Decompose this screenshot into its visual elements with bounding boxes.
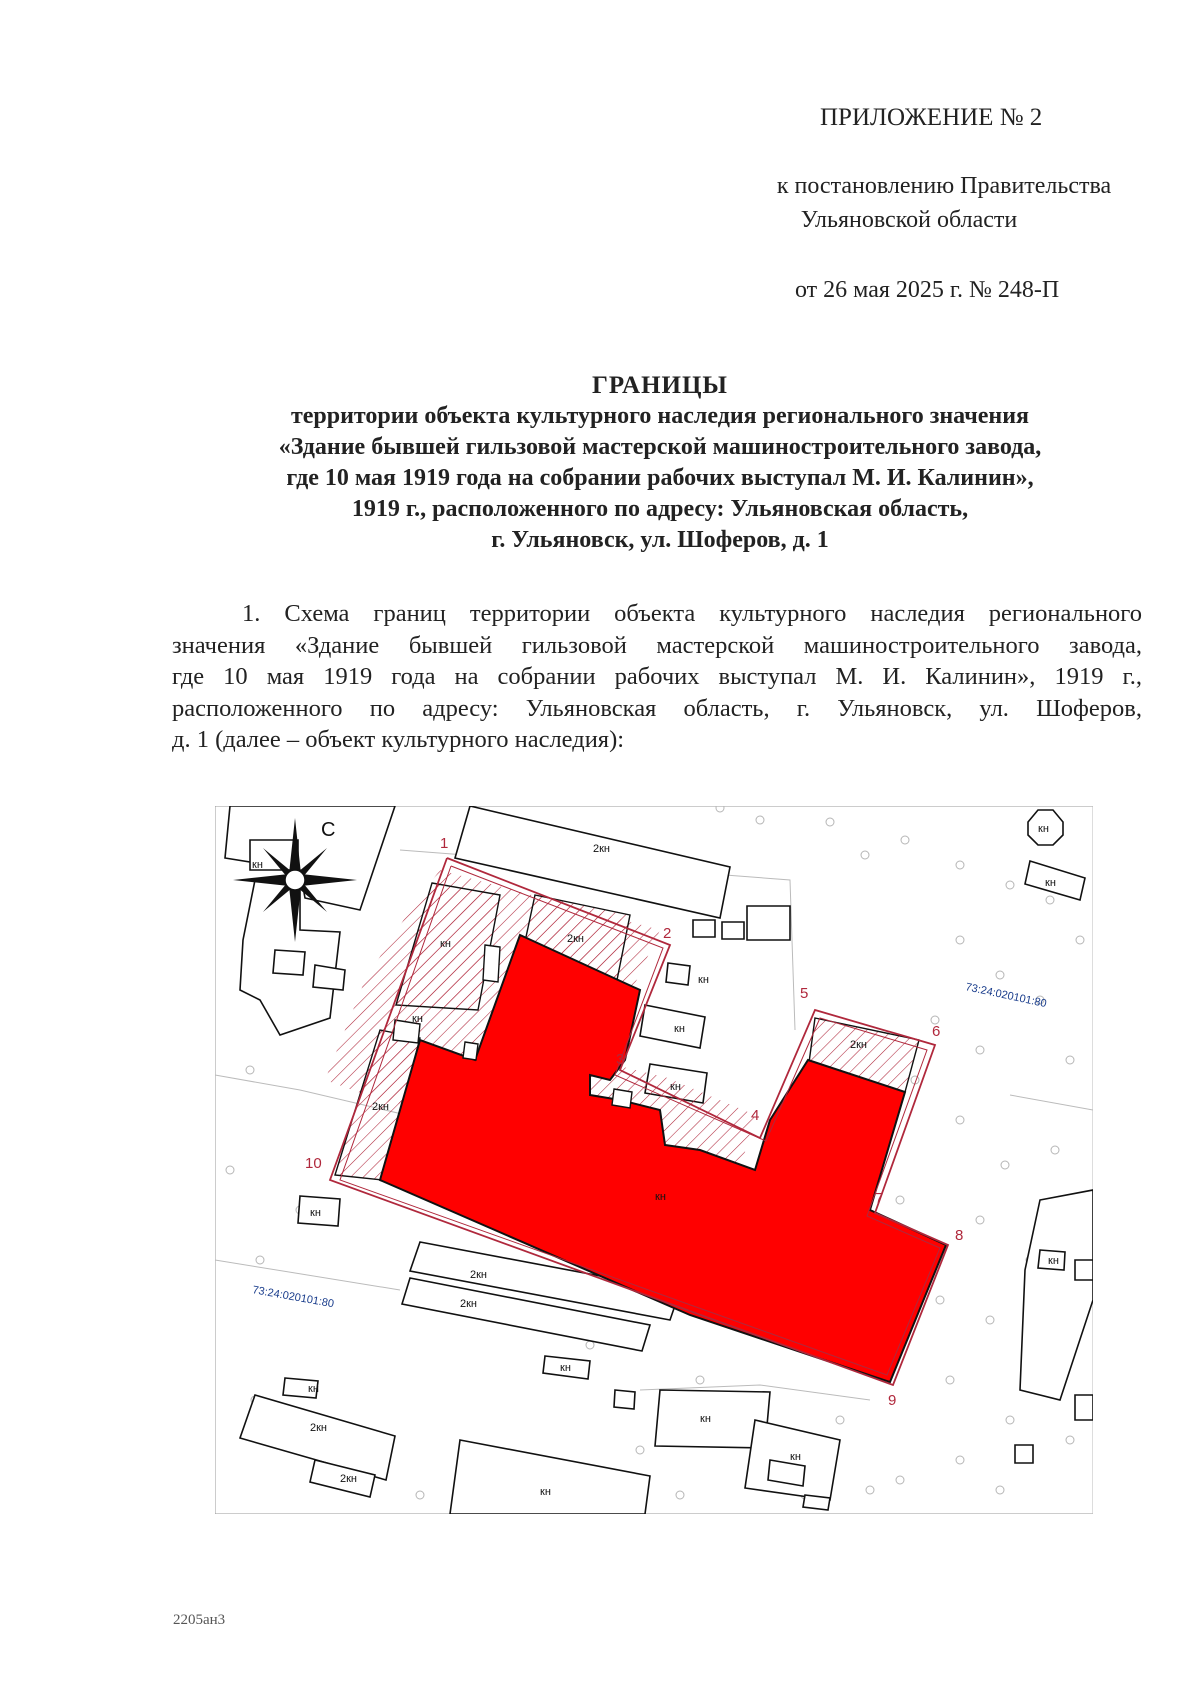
boundary-point-9: 9 [888,1392,897,1409]
building-label: 2кн [850,1039,868,1051]
building-label: кн [655,1191,666,1203]
paragraph-line: д. 1 (далее – объект культурного наследия): [172,726,625,753]
title-line: территории объекта культурного наследия регионального значения [290,403,1030,429]
title-line: 1919 г., расположенного по адресу: Ульяновская область, [351,496,969,522]
title-line: г. Ульяновск, ул. Шоферов, д. 1 [491,527,829,553]
paragraph-line: расположенного по адресу: Ульяновская область, г. Ульяновск, ул. Шоферов, [172,694,1142,722]
map-svg [215,806,1093,1514]
cadastral-number: 73:24:020101:80 [964,981,1048,1011]
building-label: кн [1038,823,1049,835]
body-paragraph [172,598,1142,756]
paragraph-line: значения «Здание бывшей гильзовой мастерской машиностроительного завода, [172,631,1142,659]
resolution-date: от 26 мая 2025 г. № 248-П [795,277,1060,303]
region-name: Ульяновской области [800,207,1018,233]
building-label: 2кн [470,1269,488,1281]
document-code: 2205ан3 [173,1612,226,1628]
building-label: кн [790,1451,801,1463]
building-label: кн [698,974,709,986]
building-label: кн [674,1023,685,1035]
boundary-point-6: 6 [932,1023,941,1040]
building-label: кн [670,1081,681,1093]
building-label: 2кн [340,1473,358,1485]
boundary-point-7: 7 [875,1190,884,1207]
title-main: ГРАНИЦЫ [592,372,728,399]
building-label: 2кн [460,1298,478,1310]
compass-north-letter: С [321,819,336,841]
resolution-reference: к постановлению Правительства [776,173,1112,199]
appendix-number: ПРИЛОЖЕНИЕ № 2 [820,104,1043,131]
cadastral-number: 73:24:020101:80 [251,1284,335,1311]
building-label: кн [440,938,451,950]
building-label: кн [1048,1255,1059,1267]
building-label: кн [252,859,263,871]
building-label: кн [308,1383,319,1395]
boundary-scheme-map [215,806,1093,1514]
building-label: кн [412,1013,423,1025]
building-label: 2кн [567,933,585,945]
building-label: кн [560,1362,571,1374]
boundary-point-4: 4 [751,1107,760,1124]
document-title [160,370,1160,556]
building-label: кн [700,1413,711,1425]
boundary-point-8: 8 [955,1227,964,1244]
boundary-point-5: 5 [800,985,809,1002]
building-label: 2кн [310,1422,328,1434]
title-line: где 10 мая 1919 года на собрании рабочих выступал М. И. Калинин», [286,465,1034,491]
boundary-point-1: 1 [440,835,449,852]
paragraph-line: где 10 мая 1919 года на собрании рабочих выступал М. И. Калинин», 1919 г., [172,663,1142,690]
paragraph-line: 1. Схема границ территории объекта культурного наследия регионального [242,600,1142,627]
boundary-point-3: 3 [616,1051,625,1068]
building-label: кн [540,1486,551,1498]
building-label: 2кн [593,843,611,855]
boundary-point-2: 2 [663,925,672,942]
building-label: кн [1045,877,1056,889]
building-label: кн [310,1207,321,1219]
boundary-point-10: 10 [305,1155,322,1172]
building-label: 2кн [372,1101,390,1113]
title-line: «Здание бывшей гильзовой мастерской машиностроительного завода, [278,434,1042,460]
